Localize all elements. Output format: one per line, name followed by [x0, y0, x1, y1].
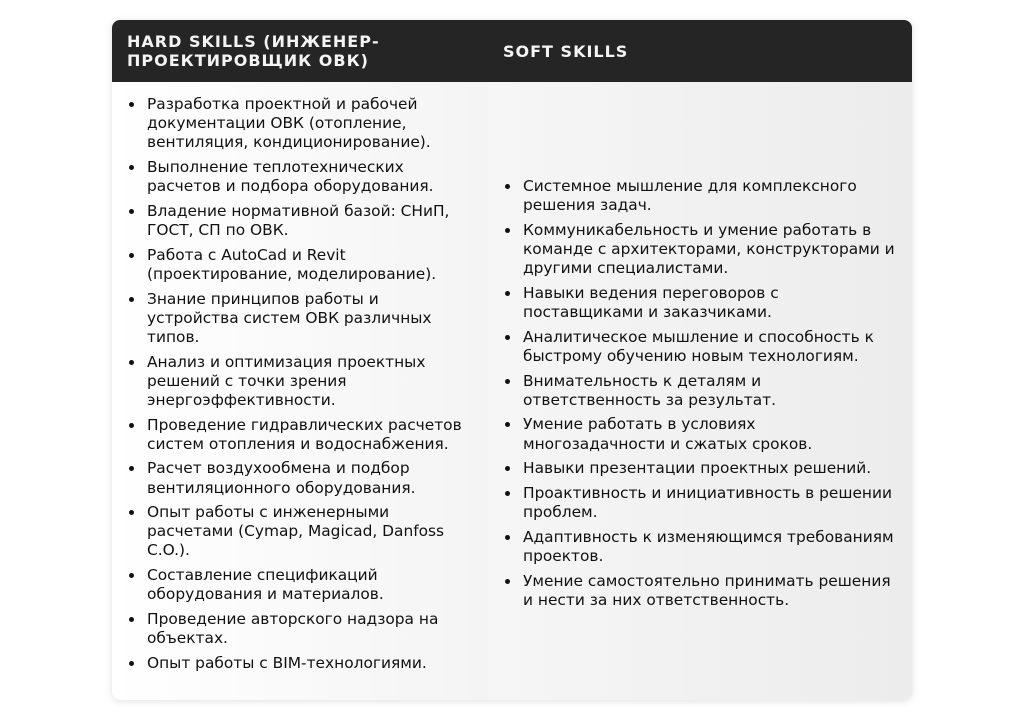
header-hard-skills: HARD SKILLS (ИНЖЕНЕР-ПРОЕКТИРОВЩИК ОВК) [127, 32, 380, 70]
bullet-icon [129, 423, 134, 428]
list-item-text: Умение самостоятельно принимать решения и нести за них ответственность. [523, 571, 891, 609]
list-item-text: Владение нормативной базой: СНиП, ГОСТ, СП по ОВК. [147, 201, 450, 239]
list-item [504, 328, 899, 366]
list-item-text: Расчет воздухообмена и подбор вентиляционного оборудования. [147, 459, 416, 497]
bullet-icon [129, 165, 134, 170]
bullet-icon [505, 379, 510, 384]
bullet-icon [129, 573, 134, 578]
bullet-icon [505, 579, 510, 584]
list-item-text: Опыт работы с BIM-технологиями. [147, 654, 427, 672]
list-item-text: Знание принципов работы и устройства систем ОВК различных типов. [147, 289, 432, 346]
list-item [128, 566, 468, 604]
list-item-text: Проактивность и инициативность в решении проблем. [523, 484, 892, 522]
list-item [504, 372, 899, 410]
list-item [504, 528, 899, 566]
list-item [504, 284, 899, 322]
bullet-icon [129, 253, 134, 258]
bullet-icon [129, 297, 134, 302]
list-item [128, 158, 468, 196]
list-item-text: Проведение гидравлических расчетов систем отопления и водоснабжения. [147, 415, 462, 453]
hard-skills-list [128, 95, 468, 679]
bullet-icon [505, 491, 510, 496]
list-item-text: Умение работать в условиях многозадачности и сжатых сроков. [523, 415, 813, 453]
bullet-icon [129, 661, 134, 666]
bullet-icon [505, 184, 510, 189]
list-item-text: Системное мышление для комплексного решения задач. [523, 177, 857, 215]
list-item [128, 353, 468, 410]
list-item [128, 202, 468, 240]
list-item [128, 416, 468, 454]
list-item-text: Составление спецификаций оборудования и материалов. [147, 566, 384, 604]
bullet-icon [505, 335, 510, 340]
list-item [504, 221, 899, 278]
list-item [128, 95, 468, 152]
list-item-text: Внимательность к деталям и ответственность за результат. [523, 371, 776, 409]
skills-table [112, 20, 912, 700]
list-item-text: Навыки ведения переговоров с поставщиками и заказчиками. [523, 283, 779, 321]
header-soft-skills: SOFT SKILLS [503, 42, 629, 61]
list-item-text: Анализ и оптимизация проектных решений с точки зрения энергоэффективности. [147, 352, 426, 409]
list-item [128, 654, 468, 673]
bullet-icon [129, 360, 134, 365]
list-item-text: Выполнение теплотехнических расчетов и подбора оборудования. [147, 157, 434, 196]
list-item [504, 484, 899, 522]
list-item-text: Опыт работы с инженерными расчетами (Cymap, Magicad, Danfoss C.O.). [147, 503, 445, 560]
list-item [504, 415, 899, 453]
list-item-text: Коммуникабельность и умение работать в команде с архитекторами, конструкторами и другими специалистами. [523, 220, 895, 278]
list-item [128, 503, 468, 560]
bullet-icon [129, 466, 134, 471]
hard-skills-column [112, 82, 488, 700]
bullet-icon [129, 617, 134, 622]
list-item [128, 290, 468, 347]
bullet-icon [129, 510, 134, 515]
bullet-icon [505, 535, 510, 540]
soft-skills-list [504, 177, 899, 616]
bullet-icon [505, 291, 510, 296]
bullet-icon [129, 102, 134, 107]
bullet-icon [129, 209, 134, 214]
list-item [504, 572, 899, 610]
list-item-text: Работа с AutoCad и Revit (проектирование, моделирование). [147, 245, 437, 283]
list-item-text: Разработка проектной и рабочей документации ОВК (отопление, вентиляция, кондиционирование). [147, 95, 431, 152]
list-item-text: Навыки презентации проектных решений. [523, 459, 872, 478]
bullet-icon [505, 422, 510, 427]
list-item-text: Адаптивность к изменяющимся требованиям проектов. [523, 528, 894, 566]
list-item-text: Проведение авторского надзора на объектах. [147, 610, 439, 648]
list-item-text: Аналитическое мышление и способность к быстрому обучению новым технологиям. [523, 327, 874, 365]
list-item [504, 459, 899, 478]
bullet-icon [505, 228, 510, 233]
list-item [128, 459, 468, 497]
list-item [128, 246, 468, 284]
list-item [128, 610, 468, 648]
list-item [504, 177, 899, 215]
bullet-icon [505, 466, 510, 471]
table-header [112, 20, 912, 82]
soft-skills-column [488, 82, 912, 700]
